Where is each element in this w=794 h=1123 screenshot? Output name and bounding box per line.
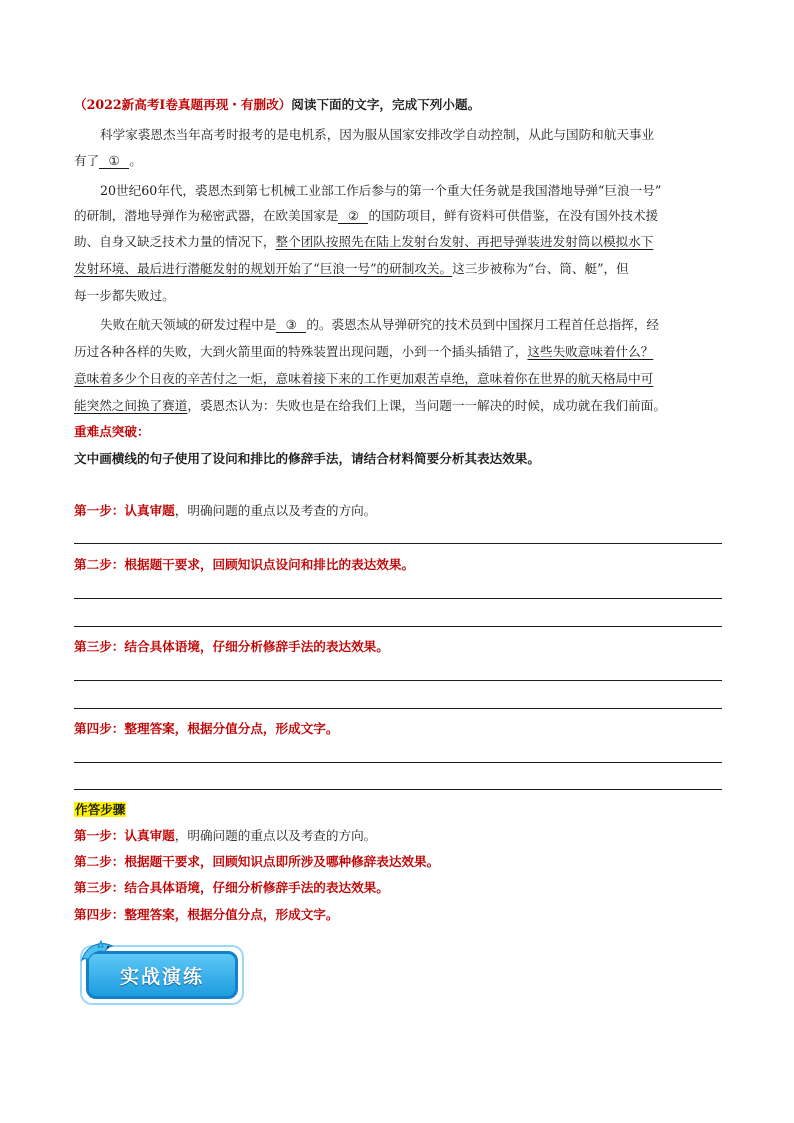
passage-line	[74, 287, 722, 305]
step-text: ，明确问题的重点以及考查的方向。	[174, 503, 377, 518]
answer-line	[74, 789, 722, 790]
step-label: 第二步：	[74, 557, 125, 572]
step-2	[74, 556, 722, 574]
passage-text: 的国防项目，鲜有资料可供借鉴，在没有国外技术援	[368, 208, 659, 223]
step-title: 整理答案，根据分值分点，形成文字。	[124, 907, 339, 922]
step-label: 第四步：	[74, 721, 125, 736]
passage-text: 这三步被称为“台、筒、艇”，但	[452, 261, 629, 276]
underlined-sentence: 能突然之间换了赛道	[74, 398, 188, 413]
underlined-sentence: 这些失败意味着什么？	[527, 344, 654, 359]
blank-3: ③	[276, 317, 306, 333]
step-4	[74, 720, 722, 738]
answer-line	[74, 598, 722, 599]
answer-line	[74, 680, 722, 681]
underlined-sentence: 整个团队按照先在陆上发射台发射、再把导弹装进发射筒以模拟水下	[275, 234, 654, 249]
step-title: 认真审题	[124, 828, 175, 843]
practice-badge-label: 实战演练	[119, 965, 204, 988]
step-text: ，明确问题的重点以及考查的方向。	[174, 828, 377, 843]
passage-text: 科学家裘恩杰当年高考时报考的是电机系，因为服从国家安排改学自动控制，从此与国防和航天事业	[100, 127, 655, 142]
passage-text: 的研制，潜地导弹作为秘密武器，在欧美国家是	[74, 208, 339, 223]
step-label: 第四步：	[74, 907, 125, 922]
step-1	[74, 502, 722, 520]
answer-line	[74, 762, 722, 763]
passage-line	[74, 397, 722, 415]
passage-line	[74, 182, 748, 200]
answer-steps-title	[74, 801, 722, 819]
passage-line	[74, 207, 722, 225]
passage-text: 每一步都失败过。	[74, 288, 175, 303]
step-title: 整理答案，根据分值分点，形成文字。	[124, 721, 339, 736]
step-title: 根据题干要求，回顾知识点即所涉及哪种修辞表达效果。	[124, 854, 440, 869]
step-label: 第二步：	[74, 854, 125, 869]
question-heading	[74, 96, 722, 114]
passage-text: 助、自身又缺乏技术力量的情况下，	[74, 234, 276, 249]
passage-line	[74, 233, 722, 251]
passage-line	[74, 343, 722, 361]
passage-text: 历过各种各样的失败，大到火箭里面的特殊装置出现问题，小到一个插头插错了，	[74, 344, 528, 359]
passage-line	[74, 260, 722, 278]
step-title: 根据题干要求，回顾知识点设问和排比的表达效果。	[124, 557, 415, 572]
passage-text: 20世纪60年代，裘恩杰到第七机械工业部工作后参与的第一个重大任务就是我国潜地导弹“巨浪一号”	[100, 183, 662, 198]
step-3	[74, 638, 722, 656]
passage-line	[74, 152, 722, 170]
blank-1: ①	[99, 153, 129, 169]
step-title: 结合具体语境，仔细分析修辞手法的表达效果。	[124, 639, 389, 654]
step-title: 认真审题	[124, 503, 175, 518]
answer-line	[74, 708, 722, 709]
passage-line	[74, 370, 722, 388]
answer-step-1	[74, 827, 722, 845]
answer-steps-heading: 作答步骤	[75, 802, 126, 817]
step-label: 第一步：	[74, 828, 125, 843]
dolphin-icon	[78, 938, 118, 972]
answer-step-3	[74, 879, 722, 897]
passage-text: 失败在航天领域的研发过程中是	[100, 317, 277, 332]
passage-text: 的。裘恩杰从导弹研究的技术员到中国探月工程首任总指挥，经	[306, 317, 659, 332]
key-point-title: 重难点突破：	[74, 424, 150, 439]
step-label: 第三步：	[74, 880, 125, 895]
question-source: （2022新高考Ⅰ卷真题再现・有删改）	[74, 97, 292, 112]
step-label: 第一步：	[74, 503, 125, 518]
underlined-sentence: 意味着多少个日夜的辛苦付之一炬，意味着接下来的工作更加艰苦卓绝，意味着你在世界的航天格局中可	[74, 371, 654, 386]
passage-line	[74, 126, 748, 144]
answer-step-4	[74, 906, 722, 924]
question-instruction: 阅读下面的文字，完成下列小题。	[291, 97, 481, 112]
step-title: 结合具体语境，仔细分析修辞手法的表达效果。	[124, 880, 389, 895]
blank-2: ②	[338, 208, 368, 224]
underlined-sentence: 发射环境、最后进行潜艇发射的规划开始了“巨浪一号”的研制攻关。	[74, 261, 453, 276]
passage-text: 有了	[74, 153, 100, 168]
key-point-question: 文中画横线的句子使用了设问和排比的修辞手法，请结合材料简要分析其表达效果。	[74, 451, 540, 466]
answer-line	[74, 543, 722, 544]
step-label: 第三步：	[74, 639, 125, 654]
passage-text: 。	[129, 153, 142, 168]
passage-text: ，裘恩杰认为：失败也是在给我们上课，当问题一一解决的时候，成功就在我们前面。	[187, 398, 666, 413]
answer-line	[74, 626, 722, 627]
passage-line	[74, 316, 748, 334]
answer-step-2	[74, 853, 722, 871]
